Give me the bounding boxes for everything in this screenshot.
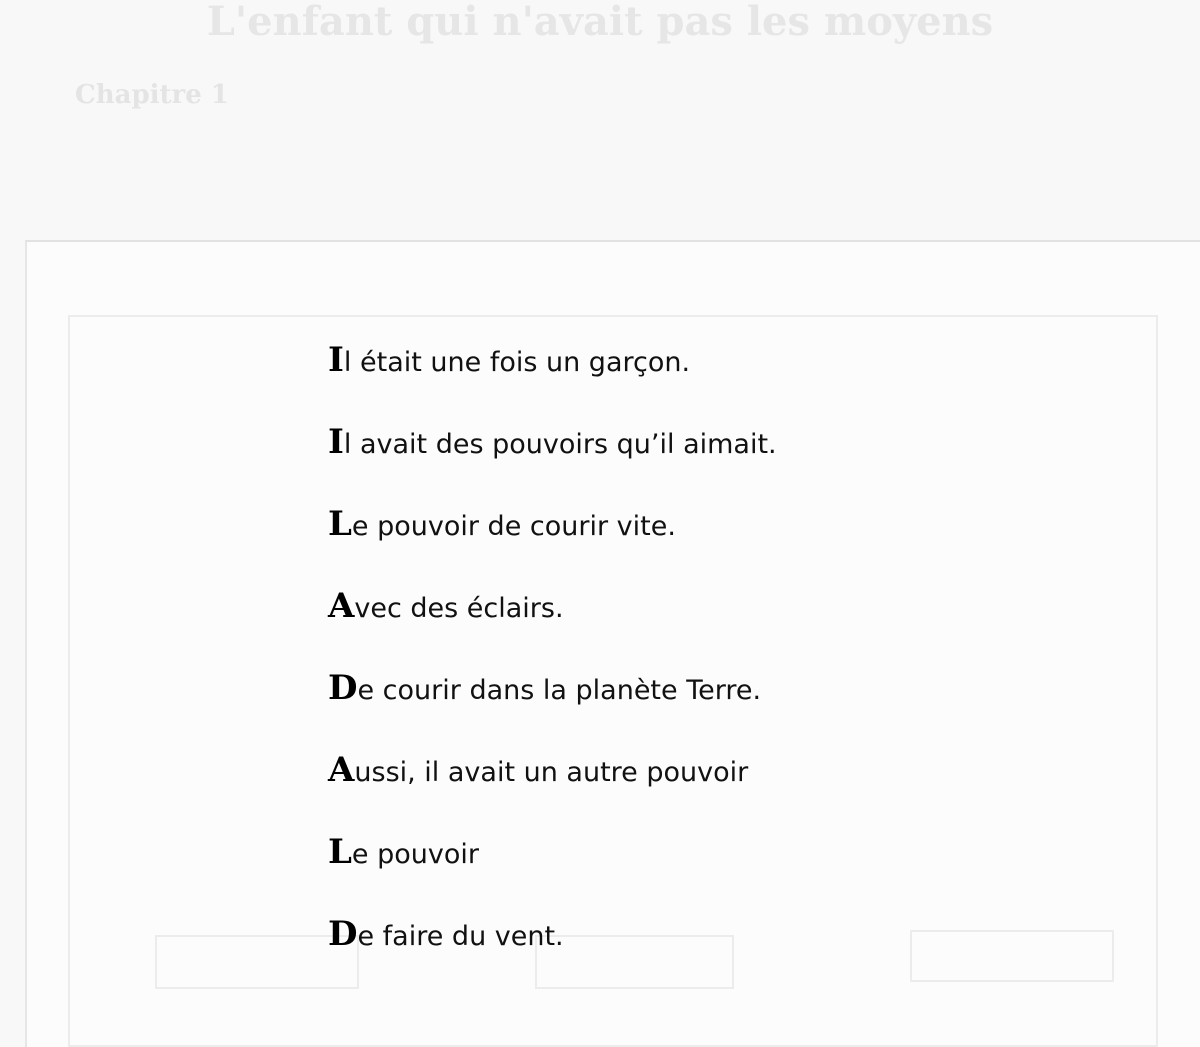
background-chapter-heading: Chapitre 1 [75,80,229,110]
line-initial: L [328,504,352,544]
line-text: l avait des pouvoirs qu’il aimait. [343,429,777,460]
poem-line [328,742,777,824]
acrostic-poem [328,332,777,988]
poem-line [328,496,777,578]
poem-line [328,332,777,414]
line-text: e faire du vent. [357,921,564,952]
line-initial: I [328,422,344,462]
line-initial: L [328,832,352,872]
line-text: e courir dans la planète Terre. [357,675,762,706]
line-text: ussi, il avait un autre pouvoir [354,757,749,788]
poem-line [328,824,777,906]
poem-line [328,660,777,742]
line-initial: D [328,914,358,954]
line-initial: A [328,586,355,626]
poem-line [328,414,777,496]
line-initial: I [328,340,344,380]
line-text: vec des éclairs. [354,593,564,624]
line-text: e pouvoir de courir vite. [351,511,676,542]
background-title: L'enfant qui n'avait pas les moyens [206,0,994,45]
line-initial: D [328,668,358,708]
line-text: l était une fois un garçon. [343,347,691,378]
poem-line [328,578,777,660]
line-text: e pouvoir [351,839,479,870]
faint-box [910,930,1114,982]
poem-line [328,906,777,988]
line-initial: A [328,750,355,790]
